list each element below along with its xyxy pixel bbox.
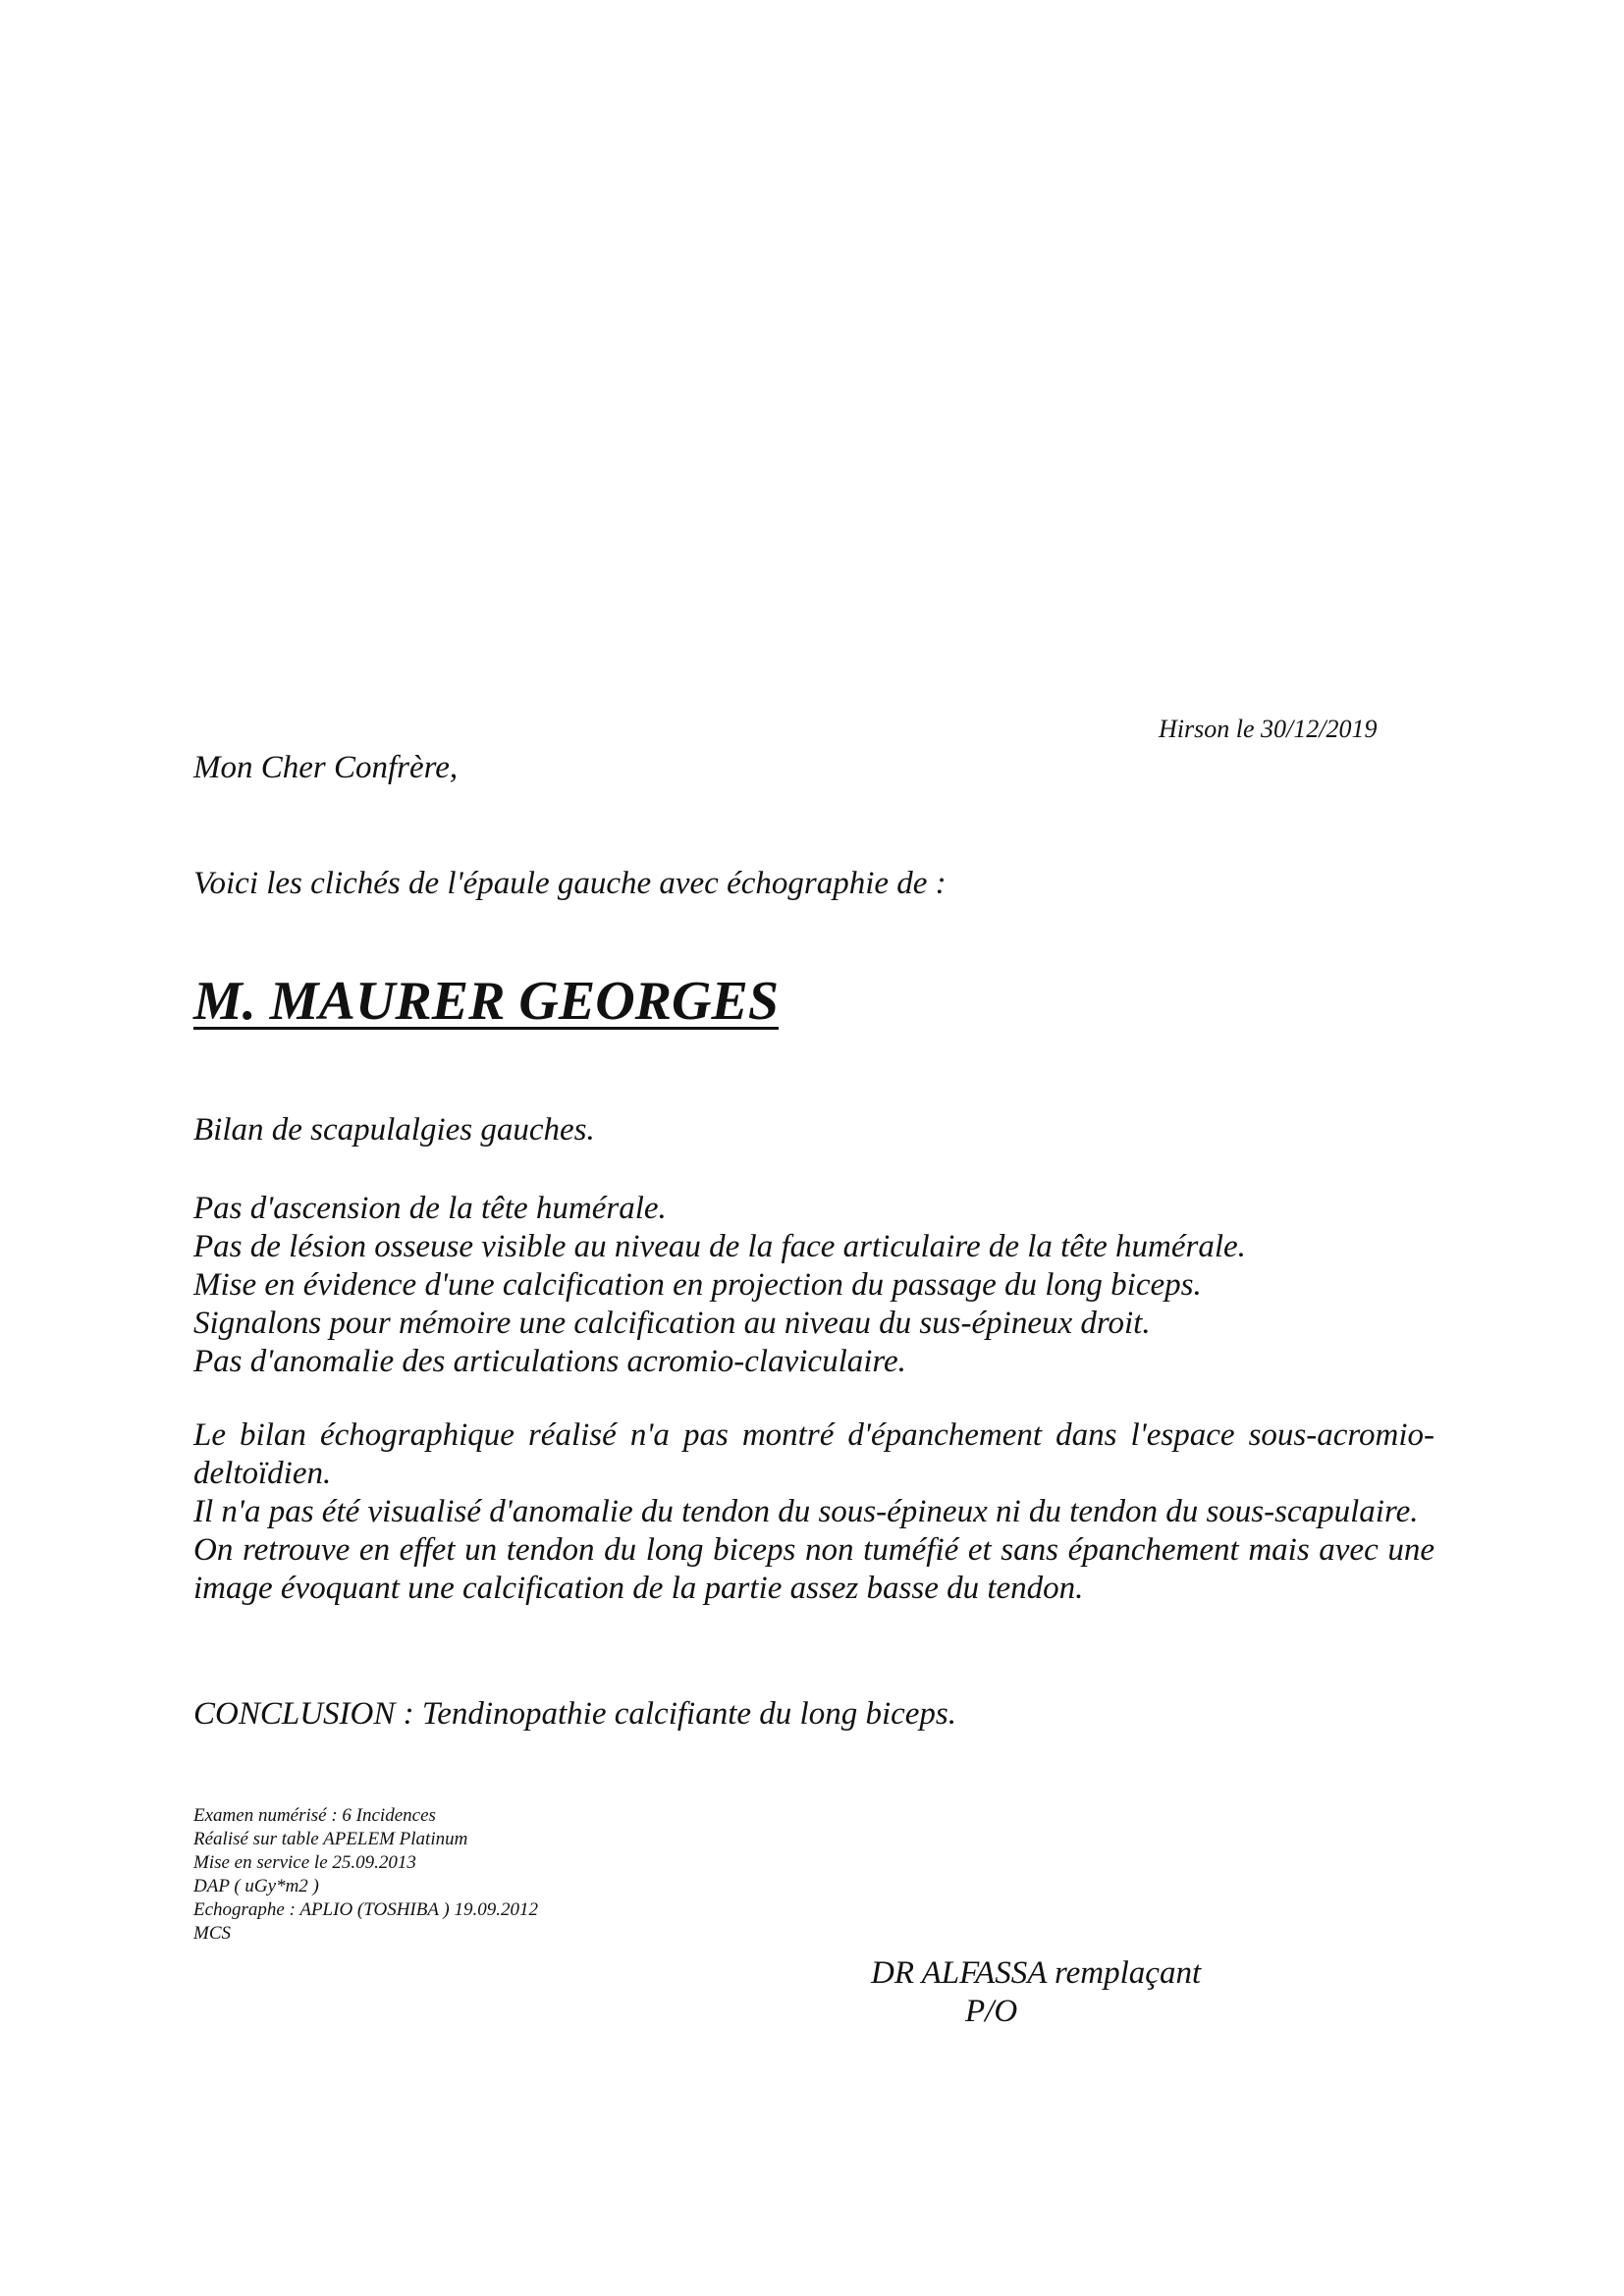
echo-section (193, 1416, 1435, 1608)
exam-detail-line: Echographe : APLIO (TOSHIBA ) 19.09.2012 (193, 1899, 538, 1920)
date-line: Hirson le 30/12/2019 (1159, 715, 1378, 743)
exam-detail-line: Examen numérisé : 6 Incidences (193, 1805, 436, 1826)
salutation: Mon Cher Confrère, (193, 750, 459, 785)
exam-detail-line: MCS (193, 1923, 231, 1944)
exam-detail-line: Réalisé sur table APELEM Platinum (193, 1829, 468, 1849)
exam-details (193, 1804, 538, 1946)
exam-detail-line: Mise en service le 25.09.2013 (193, 1852, 416, 1873)
signature-po: P/O (965, 1994, 1018, 2029)
finding-line: Pas d'anomalie des articulations acromio-claviculaire. (193, 1344, 906, 1379)
patient-name: M. MAURER GEORGES (193, 971, 779, 1032)
conclusion: CONCLUSION : Tendinopathie calcifiante du long biceps. (193, 1696, 956, 1732)
finding-line: Pas d'ascension de la tête humérale. (193, 1191, 667, 1226)
findings-list (193, 1190, 1246, 1381)
finding-line: Pas de lésion osseuse visible au niveau de la face articulaire de la tête humérale. (193, 1229, 1246, 1264)
echo-paragraph: Le bilan échographique réalisé n'a pas montré d'épanchement dans l'espace sous-acromio-deltoïdien. (193, 1417, 1435, 1491)
echo-paragraph: Il n'a pas été visualisé d'anomalie du tendon du sous-épineux ni du tendon du sous-scapulaire. (193, 1494, 1419, 1529)
signature-block (871, 1954, 1201, 2031)
finding-line: Mise en évidence d'une calcification en projection du passage du long biceps. (193, 1267, 1202, 1303)
echo-paragraph: On retrouve en effet un tendon du long biceps non tuméfié et sans épanchement mais avec une image évoquant une calcification de la partie assez basse du tendon. (193, 1532, 1435, 1606)
indication: Bilan de scapulalgies gauches. (193, 1112, 595, 1148)
exam-detail-line: DAP ( uGy*m2 ) (193, 1876, 319, 1896)
finding-line: Signalons pour mémoire une calcification au niveau du sus-épineux droit. (193, 1306, 1151, 1341)
signature-name: DR ALFASSA remplaçant (871, 1955, 1202, 1991)
intro-line: Voici les clichés de l'épaule gauche avec échographie de : (193, 866, 947, 901)
